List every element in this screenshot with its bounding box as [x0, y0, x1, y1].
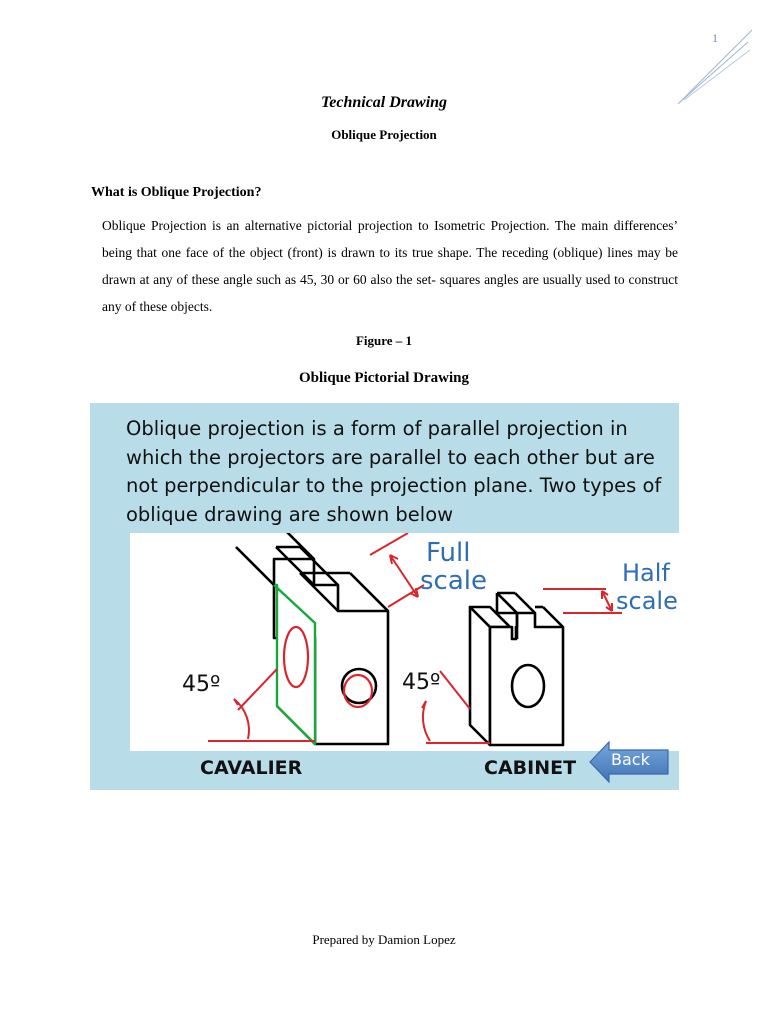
oblique-figure-panel [90, 403, 679, 790]
cavalier-scale-annotation [370, 533, 424, 607]
document-title: Technical Drawing [320, 94, 448, 111]
figure-intro-text: Oblique projection is a form of parallel projection in which the projectors are parallel to each other but are not perpendicular to the projection plane. Two types of oblique drawing are shown below [126, 417, 662, 526]
figure-caption: Oblique Pictorial Drawing [299, 370, 469, 386]
figure-label: Figure – 1 [355, 333, 413, 348]
cabinet-receding-edge [497, 593, 517, 613]
cabinet-side-face [470, 607, 490, 745]
page-number: 1 [712, 31, 718, 45]
cavalier-top-edge [236, 547, 274, 585]
back-button[interactable] [589, 741, 669, 783]
document-subtitle: Oblique Projection [331, 127, 437, 142]
cabinet-receding-edge [515, 593, 535, 613]
cavalier-scale-line2: scale [420, 566, 487, 596]
cabinet-scale-line2: scale [616, 587, 678, 615]
cabinet-angle-label: 45º [402, 670, 441, 695]
cavalier-block [236, 533, 388, 744]
cavalier-scale-line1: Full [426, 538, 471, 568]
section-heading: What is Oblique Projection? [91, 185, 262, 200]
cabinet-caption: CABINET [484, 757, 577, 779]
cabinet-front-face [490, 613, 563, 745]
oblique-drawings-svg [130, 533, 679, 751]
back-button-label: Back [611, 750, 650, 769]
body-paragraph: Oblique Projection is an alternative pictorial projection to Isometric Projection. The main differences’ being that one face of the object (front) is drawn to its true shape. The receding (oblique) lines may be drawn at any of these angle such as 45, 30 or 60 also the set- squares angles are usually used to construct any of these objects. [102, 218, 678, 314]
footer-author: Prepared by Damion Lopez [312, 932, 456, 947]
cabinet-block [470, 593, 563, 745]
cabinet-scale-annotation [543, 589, 622, 613]
cavalier-angle-label: 45º [182, 672, 221, 697]
cavalier-receding-edge [350, 573, 388, 611]
cabinet-scale-line1: Half [622, 559, 670, 587]
oblique-drawings [130, 533, 679, 751]
cavalier-caption: CAVALIER [200, 757, 303, 779]
cabinet-receding-edge [543, 607, 563, 627]
